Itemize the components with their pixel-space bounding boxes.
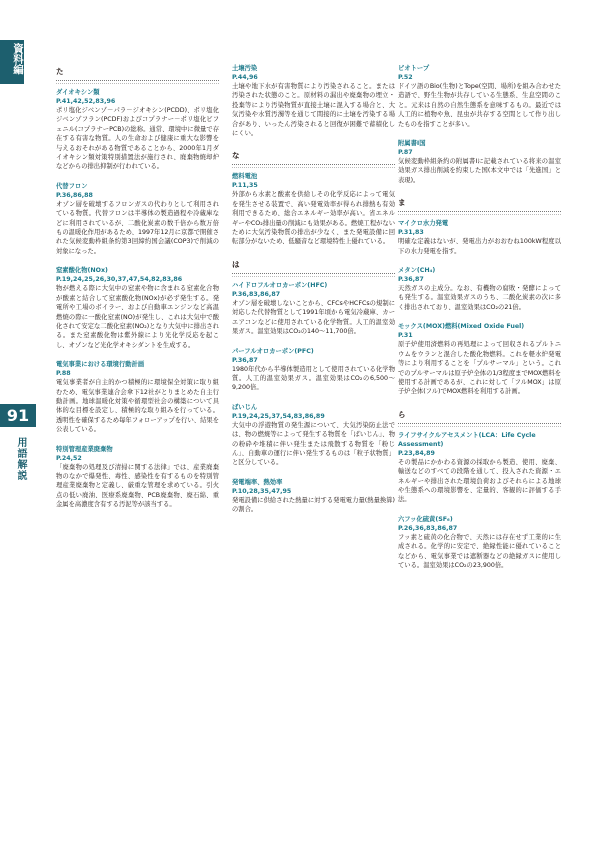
page-references: P.11,35 [232,182,258,190]
term-description: 天然ガスの主成分。なお、有機物の腐敗・発酵によっても発生する。温室効果ガスのうち、二酸化炭素の次に多く排出されており、温室効果はCO₂の21倍。 [398,285,561,311]
page-references: P.41,42,52,83,96 [56,98,116,105]
section-title: 用語解説 [15,437,26,481]
term-description: 発電設備に供給された熱量に対する発電電力量(熱量換算)の割合。 [232,496,395,514]
page-references: P.19,24,25,26,30,37,47,54,82,83,86 [56,276,183,284]
term-title: ビオトープ [398,65,430,72]
section-heading: な [232,148,395,165]
page-references: P.26,36,83,86,87 [398,524,458,532]
term-description: 気候変動枠組条約の附属書Ⅰに記載されている将来の温室効果ガス排出削減を約束した国(本文中では「先進国」と表現)。 [398,158,561,184]
glossary-entry [398,322,561,396]
term-title: 特別管理産業廃棄物 [56,445,113,453]
glossary-entry [398,515,561,571]
term-title: 六フッ化硫黄(SF₆) [398,515,453,523]
term-title: ハイドロフルオロカーボン(HFC) [232,281,328,289]
term-title: 電気事業における環境行動計画 [56,361,145,369]
term-title: 燃料電池 [232,173,258,181]
page-references: P.36,83,86,87 [232,290,281,298]
term-title: パーフルオロカーボン(PFC) [232,347,314,355]
page-number: 91 [0,404,36,427]
page-references: P.31 [398,332,413,340]
glossary-column-1 [56,64,219,520]
page-references: P.36,87 [232,356,258,364]
term-description: ポリ塩化ジベンゾ－パラ－ジオキシン(PCDD)、ポリ塩化ジベンゾフラン(PCDF)およびコプラナー－ポリ塩化ビフェニル(コプラナーPCB)の総称。通常、環境中に微量で存在する有害な物質。人の生命および健康に重大な影響を与えるおそれがある物質であることから、2000年1月ダイオキシン類対策特別措置法が施行され、廃棄物焼却炉などからの排出抑制が行われている。 [56,107,219,171]
page-references: P.44,96 [232,74,258,81]
term-title: マイクロ水力発電 [398,220,449,228]
term-title: 発電端率、熱効率 [232,478,283,486]
term-description: オゾン層を破壊するフロンガスの代わりとして利用されている物質。代替フロンは半導体の製造過程や冷蔵庫などに利用されているが、二酸化炭素の数千倍から数万倍もの温暖化作用があるため、1997年12月に京都で開催された気候変動枠組条約第3回締約国会議(COP3)で削減の対象になった。 [56,200,219,255]
page-references: P.23,84,89 [398,449,435,457]
glossary-entry [56,445,219,510]
term-description: フッ素と硫黄の化合物で、天然には存在せず工業的に生成される。化学的に安定で、絶縁性能に優れていることなどから、電気事業では遮断器などの絶縁ガスに使用している。温室効果はCO₂の23,900倍。 [398,533,561,569]
page-references: P.88 [56,370,71,378]
term-title: 代替フロン [56,182,88,190]
glossary-entry [398,64,561,129]
term-title: ばいじん [232,403,258,411]
page-references: P.52 [398,74,413,81]
term-description: その製品にかかわる資源の採取から製造、使用、廃棄、輸送などのすべての段階を通して、投入された資源・エネルギーや排出された環境負荷およびそれらによる地球や生態系への環境影響を、定量的、客観的に評価する手法。 [398,458,561,504]
page-references: P.36,87 [398,276,424,284]
page-references: P.24,52 [56,454,82,462]
section-heading: ら [398,407,561,424]
glossary-entry [232,347,395,393]
page-references: P.10,28,35,47,95 [232,487,292,495]
section-heading: た [56,64,219,81]
term-title: 土壌汚染 [232,65,258,72]
glossary-column-3 [398,64,561,580]
appendix-tab [0,40,24,84]
term-description: 大気中の浮遊物質の発生源について、大気汚染防止法では、物の燃焼等によって発生する物質を「ばいじん」、物の粉砕や堆積に伴い発生または飛散する物質を「粉じん」、自動車の運行に伴い発生するものは「粒子状物質」と区分している。 [232,421,395,467]
glossary-entry [398,219,561,256]
glossary-entry [232,281,395,337]
term-description: ドイツ語のBio(生物)とTope(空間、場所)を組み合わせた造語で、野生生物が共存している生態系、生息空間のこと。元来は自然の自然生態系を意味するもの。最近では人工的に植物や魚、昆虫が共存する空間として作り出したものを指すことが多い。 [398,83,561,128]
term-description: オゾン層を破壊しないことから、CFCsやHCFCsの規制に対応した代替物質として1991年頃から電気冷蔵庫、カーエアコンなどに使用されている化学物質。人工的温室効果ガス。温室効果はCO₂の140～11,700倍。 [232,299,395,336]
glossary-entry [56,360,219,434]
term-description: 土壌や地下水が有害物質により汚染されること。または汚染された状態のこと。原材料の漏出や廃棄物の埋立・投棄等により汚染物質が直接土壌に混入する場合と、大気汚染や水質汚濁等を通じて間接的に土壌を汚染する場合があり、いったん汚染されると回復が困難で蓄積化しにくい。 [232,83,395,138]
page-references: P.36,86,88 [56,191,93,199]
page-references: P.87 [398,149,413,157]
glossary-entry [56,88,219,172]
glossary-entry [398,266,561,312]
term-title: モックス(MOX)燃料(Mixed Oxide Fuel) [398,323,525,331]
term-title: ライフサイクルアセスメント(LCA：Life Cycle Assessment) [398,431,536,448]
page-references: P.31,83 [398,229,424,237]
term-description: 原子炉使用済燃料の再処理によって回収されるプルトニウムをウランと混合した酸化物燃料。これを軽水炉発電等により利用することを「プルサーマル」という。これでのプルサーマルは原子炉全体の1/3程度までMOX燃料を使用する計画であるが、これに対して「フルMOX」は原子炉全体(フル)でMOX燃料を利用する計画。 [398,341,561,396]
glossary-entry [56,182,219,256]
glossary-entry [232,478,395,515]
section-heading: ま [398,195,561,212]
term-description: 電気事業者が自主的かつ積極的に環境保全対策に取り組むため、電気事業連合会傘下12社がとりまとめた自主行動計画。地球温暖化対策や循環型社会の構築について具体的な目標を設定し、積極的な取り組みを行っている。透明性を確保するため毎年フォローアップを行い、結果を公表している。 [56,379,219,434]
glossary-column-2 [232,64,395,525]
glossary-entry [56,266,219,350]
glossary-entry [232,403,395,468]
term-description: 物が燃える際に大気中の窒素や物に含まれる窒素化合物が酸素と結合して窒素酸化物(NOx)が必ず発生する。発電所や工場のボイラー、および自動車エンジンなど高温燃焼の際に一酸化窒素(NO)が発生し、これは大気中で酸化されて安定な二酸化窒素(NO₂)となり大気中に排出される。また窒素酸化物は紫外線により光化学反応を起こし、オゾンなど光化学オキシダントを生成する。 [56,285,219,349]
glossary-entry [398,139,561,185]
term-title: 附属書Ⅰ国 [398,140,426,148]
page-references: P.19,24,25,37,54,83,86,89 [232,412,325,420]
section-heading: は [232,257,395,274]
term-description: 外部から水素と酸素を供給しその化学反応によって電気を発生させる装置で、高い発電効率が得られ排熱も有効利用できるため、総合エネルギー効率が高い。省エネルギーやCO₂排出量の削減にも効果がある。燃焼工程がないために大気汚染物質の排出が少なく、また発電設備に回転部分がないため、低騒音など環境特性上優れている。 [232,191,396,246]
appendix-tab-label: 資料編 [12,43,24,75]
glossary-entry [398,431,561,505]
term-description: 明確な定義はないが、発電出力がおおむね100kW程度以下の水力発電を指す。 [398,238,561,255]
glossary-entry [232,172,395,246]
term-description: 1980年代から半導体製造用として使用されている化学物質。人工的温室効果ガス。温室効果はCO₂の6,500～9,200倍。 [232,365,395,392]
glossary-entry [232,64,395,138]
term-title: メタン(CH₄) [398,267,436,275]
term-title: 窒素酸化物(NOx) [56,267,108,275]
term-description: 「廃棄物の処理及び清掃に関する法律」では、産業廃棄物のなかで爆発性、毒性、感染性を有するものを特別管理産業廃棄物と定義し、厳重な管理を求めている。引火点の低い廃油、医療系廃棄物、PCB廃棄物、廃石綿、重金属を高濃度含有する汚泥等が該当する。 [56,463,219,509]
term-title: ダイオキシン類 [56,89,100,96]
